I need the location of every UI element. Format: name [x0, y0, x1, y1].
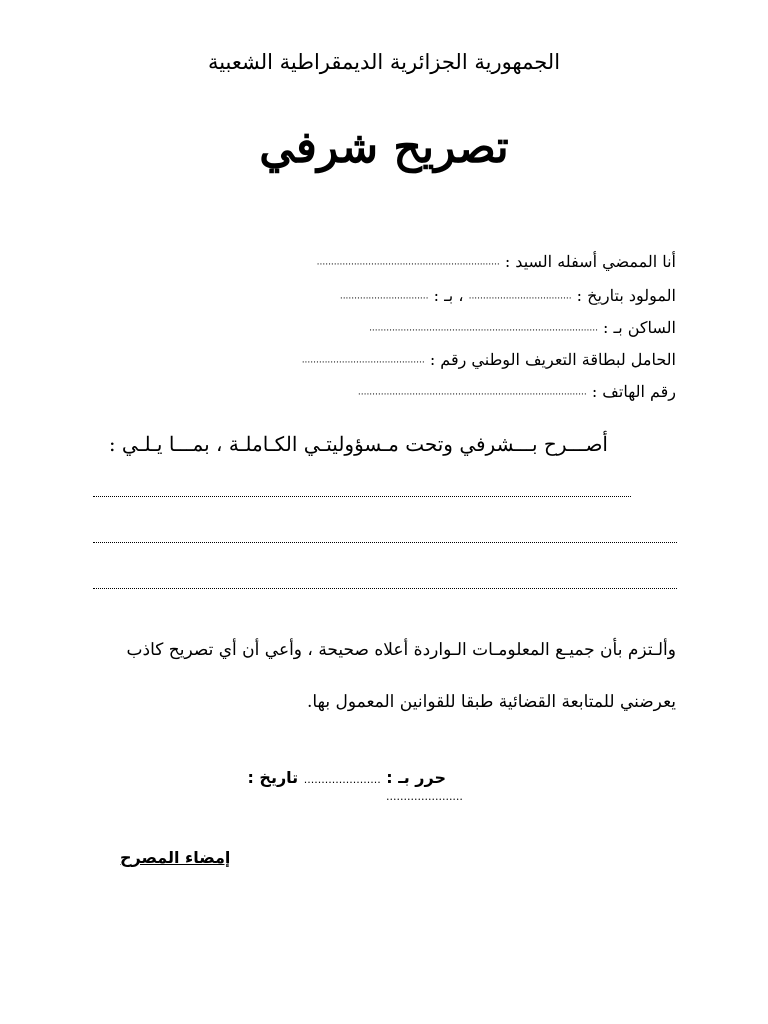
written-at-dots: ...................... — [303, 773, 381, 786]
field-birth-dots: .................................... — [468, 291, 572, 302]
field-name-label: أنا الممضي أسفله السيد : — [504, 252, 676, 271]
date-label: تاريخ : — [247, 768, 299, 787]
field-national-id — [302, 350, 676, 369]
date-dots: ...................... — [386, 790, 463, 803]
field-birth-place-label: ، بـ : — [433, 286, 464, 305]
field-birth-place-dots: ............................... — [339, 291, 429, 302]
declaration-statement: أصـــرح بـــشرفي وتحت مـسؤوليتـي الكـاملـة ، بمـــا يـلـي : — [108, 432, 608, 456]
declaration-blank-line — [93, 588, 677, 589]
commitment-line-1: وألـتزم بأن جميـع المعلومـات الـواردة أعلاه صحيحة ، وأعي أن أي تصريح كاذب — [126, 640, 676, 660]
field-phone-dots: ................................................................................ — [357, 387, 587, 398]
republic-header: الجمهورية الجزائرية الديمقراطية الشعبية — [207, 50, 561, 74]
field-national-id-dots: ........................................... — [301, 355, 425, 366]
field-name-dots: ................................................................ — [316, 257, 500, 268]
declaration-blank-line — [93, 542, 677, 543]
field-birth-label: المولود بتاريخ : — [576, 286, 676, 305]
signature-label: إمضاء المصرح — [120, 848, 231, 867]
field-residence-dots: ................................................................................ — [369, 323, 598, 334]
commitment-line-2: يعرضني للمتابعة القضائية طبقا للقوانين المعمول بها. — [306, 692, 676, 712]
field-phone-label: رقم الهاتف : — [591, 382, 676, 401]
field-birth — [340, 286, 676, 305]
written-at-date — [247, 768, 446, 787]
field-name — [317, 252, 676, 271]
declaration-blank-line — [93, 496, 631, 497]
field-phone — [358, 382, 676, 401]
written-at-label: حرر بـ : — [386, 768, 446, 787]
field-residence — [369, 318, 676, 337]
field-residence-label: الساكن بـ : — [603, 318, 676, 337]
field-national-id-label: الحامل لبطاقة التعريف الوطني رقم : — [429, 350, 676, 369]
document-title: تصريح شرفي — [259, 122, 509, 173]
